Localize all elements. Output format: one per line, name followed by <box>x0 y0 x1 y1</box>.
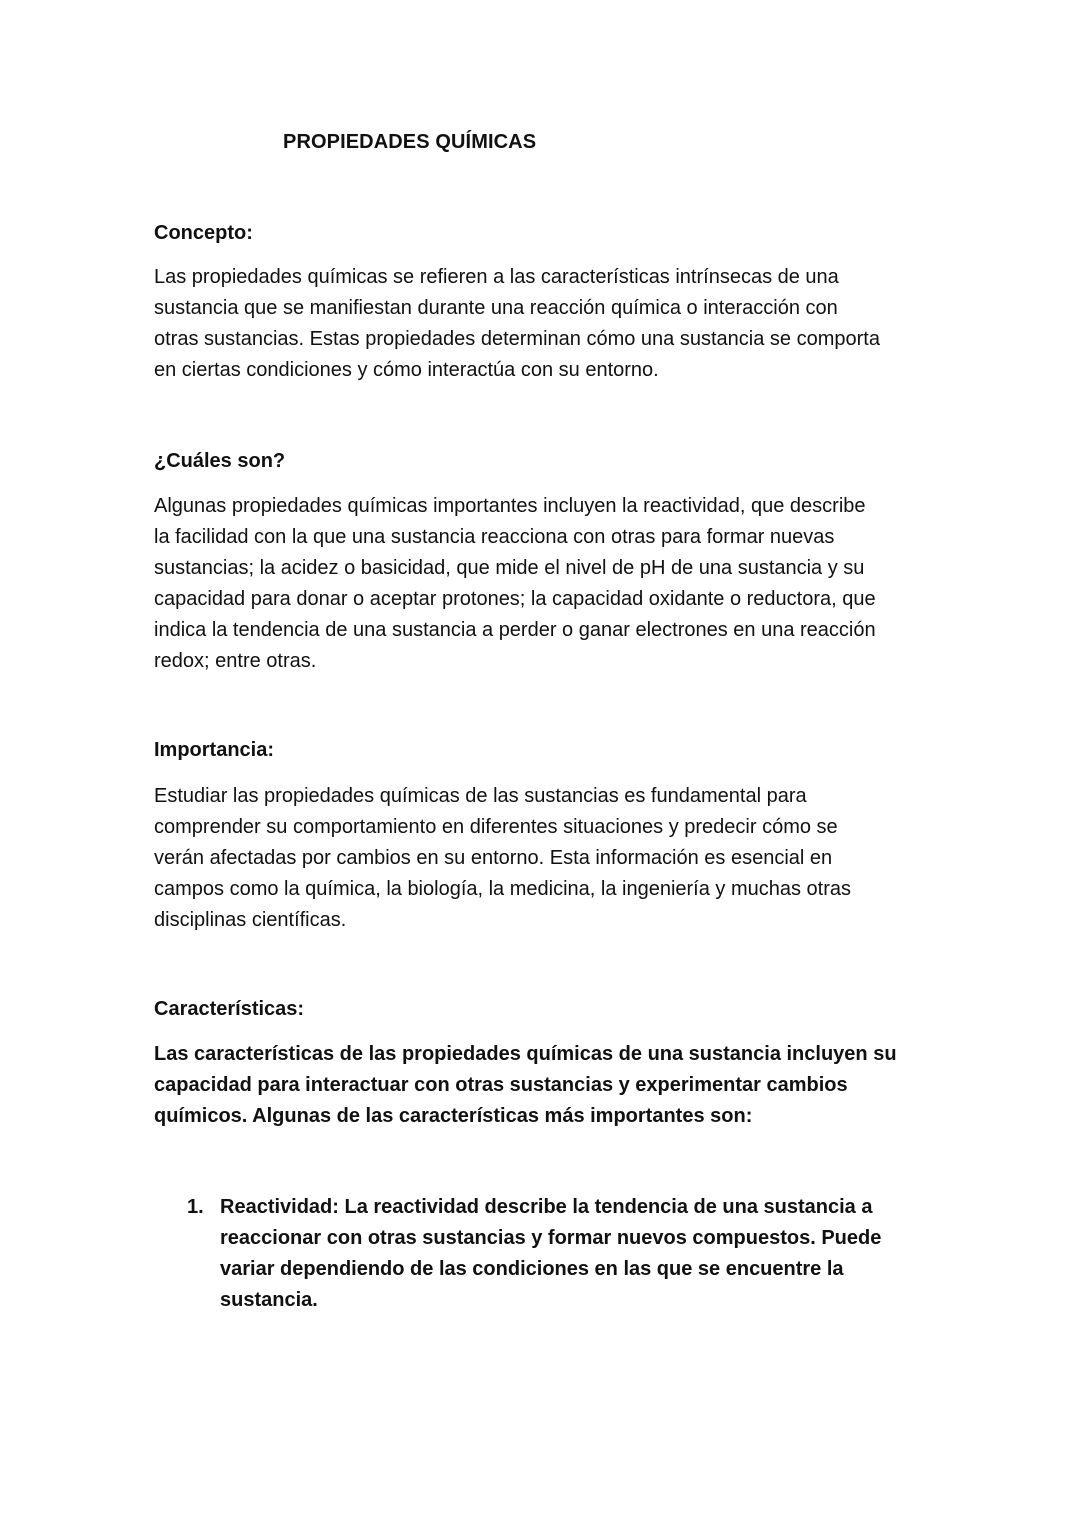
paragraph-line: químicos. Algunas de las características más importantes son: <box>154 1105 753 1127</box>
section-heading-importancia: Importancia: <box>154 739 275 761</box>
paragraph-line: indica la tendencia de una sustancia a perder o ganar electrones en una reacción <box>154 619 876 641</box>
list-item-number: 1. <box>187 1196 204 1218</box>
paragraph-line: comprender su comportamiento en diferentes situaciones y predecir cómo se <box>154 816 838 838</box>
list-item-line: reaccionar con otras sustancias y formar nuevos compuestos. Puede <box>220 1227 882 1249</box>
paragraph-line: en ciertas condiciones y cómo interactúa con su entorno. <box>154 359 659 381</box>
paragraph-line: verán afectadas por cambios en su entorno. Esta información es esencial en <box>154 847 833 869</box>
section-paragraph-importancia <box>154 781 944 936</box>
paragraph-line: sustancias; la acidez o basicidad, que mide el nivel de pH de una sustancia y su <box>154 557 865 579</box>
section-paragraph-concepto <box>154 262 944 386</box>
section-paragraph-cuales-son <box>154 491 944 677</box>
section-heading-caracteristicas: Características: <box>154 998 305 1020</box>
paragraph-line: sustancia que se manifiestan durante una reacción química o interacción con <box>154 297 838 319</box>
list-item-line: variar dependiendo de las condiciones en las que se encuentre la <box>220 1258 844 1280</box>
paragraph-line: disciplinas científicas. <box>154 909 347 931</box>
paragraph-line: redox; entre otras. <box>154 650 317 672</box>
paragraph-line: Las propiedades químicas se refieren a las características intrínsecas de una <box>154 266 839 288</box>
list-item-text <box>220 1192 950 1316</box>
paragraph-line: capacidad para donar o aceptar protones; la capacidad oxidante o reductora, que <box>154 588 876 610</box>
paragraph-line: Algunas propiedades químicas importantes incluyen la reactividad, que describe <box>154 495 866 517</box>
section-heading-concepto: Concepto: <box>154 222 253 244</box>
paragraph-line: campos como la química, la biología, la medicina, la ingeniería y muchas otras <box>154 878 852 900</box>
paragraph-line: Las características de las propiedades químicas de una sustancia incluyen su <box>154 1043 897 1065</box>
list-item-line: Reactividad: La reactividad describe la tendencia de una sustancia a <box>220 1196 873 1218</box>
paragraph-line: otras sustancias. Estas propiedades determinan cómo una sustancia se comporta <box>154 328 880 350</box>
paragraph-line: Estudiar las propiedades químicas de las sustancias es fundamental para <box>154 785 807 807</box>
paragraph-line: la facilidad con la que una sustancia reacciona con otras para formar nuevas <box>154 526 835 548</box>
page-title: PROPIEDADES QUÍMICAS <box>283 131 537 153</box>
paragraph-line: capacidad para interactuar con otras sustancias y experimentar cambios <box>154 1074 848 1096</box>
list-item-line: sustancia. <box>220 1289 318 1311</box>
section-heading-cuales-son: ¿Cuáles son? <box>154 450 286 472</box>
section-paragraph-caracteristicas <box>154 1039 944 1132</box>
